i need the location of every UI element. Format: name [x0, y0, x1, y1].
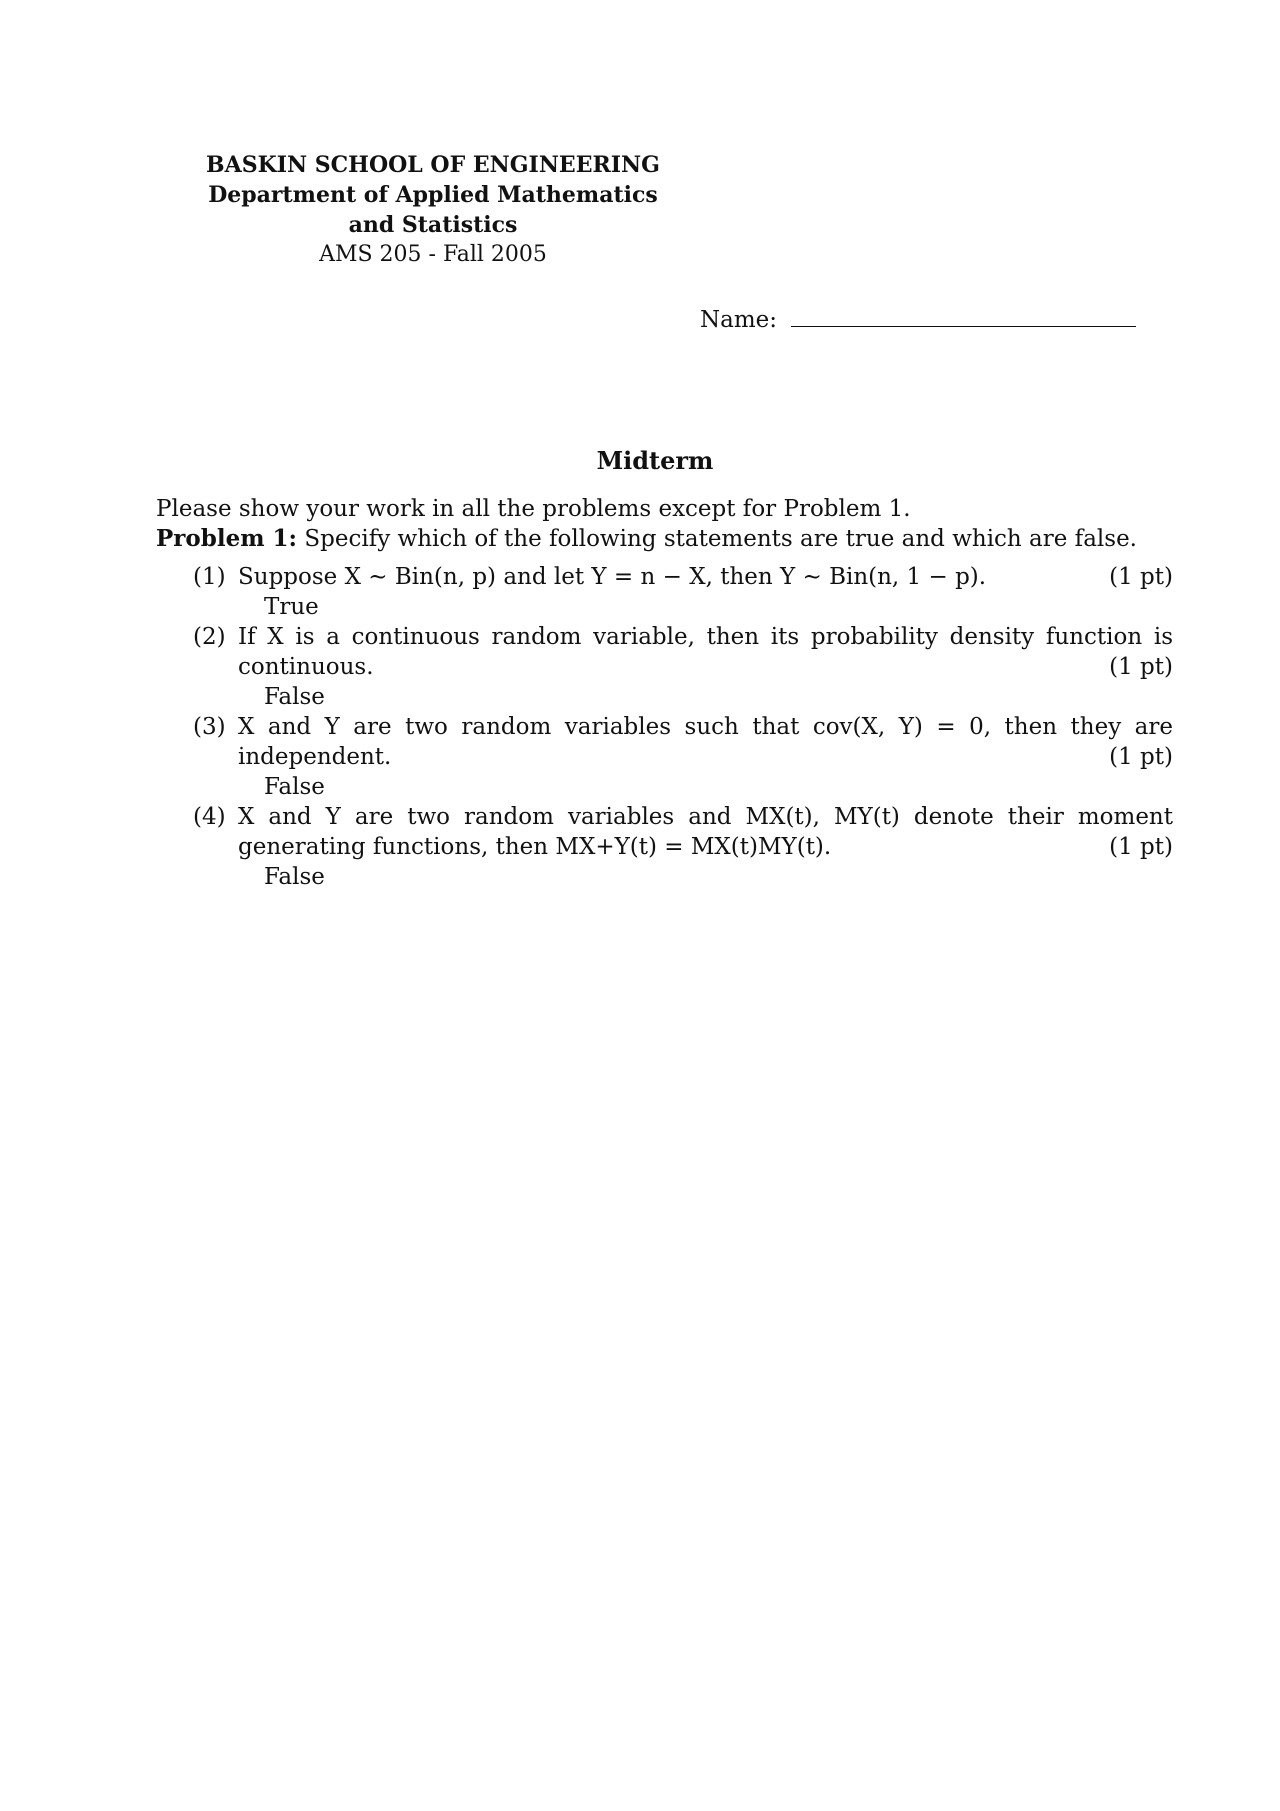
item-statement — [238, 802, 1173, 862]
item-statement-text: X and Y are two random variables such that cov(X, Y) = 0, then they are independent. — [238, 714, 1173, 770]
department-line-2: and Statistics — [348, 212, 518, 238]
exam-title: Midterm — [596, 446, 714, 475]
instructions-block — [156, 494, 1166, 554]
item-answer: False — [264, 864, 325, 890]
problem-item-4 — [193, 802, 1173, 892]
name-blank-line[interactable] — [791, 306, 1136, 327]
school-name: BASKIN SCHOOL OF ENGINEERING — [206, 152, 660, 178]
name-label: Name: — [700, 307, 778, 333]
item-points: (1 pt) — [1109, 834, 1173, 860]
item-answer: True — [264, 594, 319, 620]
instructions: Please show your work in all the problems except for Problem 1. — [156, 496, 911, 522]
item-statement-text: Suppose X ∼ Bin(n, p) and let Y = n − X, then Y ∼ Bin(n, 1 − p). — [238, 564, 987, 590]
item-points: (1 pt) — [1109, 564, 1173, 590]
item-points: (1 pt) — [1109, 744, 1173, 770]
item-number: (1) — [193, 564, 226, 590]
problem-item-1 — [193, 562, 1173, 622]
item-statement — [238, 622, 1173, 682]
item-answer: False — [264, 684, 325, 710]
course-info: AMS 205 - Fall 2005 — [319, 242, 547, 267]
item-number: (2) — [193, 624, 226, 650]
item-statement-text: If X is a continuous random variable, then its probability density function is continuous. — [238, 624, 1173, 680]
problem-1-heading — [156, 524, 1166, 554]
item-number: (4) — [193, 804, 226, 830]
problem-item-3 — [193, 712, 1173, 802]
name-field-row — [700, 306, 1180, 333]
item-statement — [238, 712, 1173, 772]
problem-1-text: Specify which of the following statements are true and which are false. — [304, 526, 1137, 552]
exam-header — [186, 150, 680, 270]
item-statement-text: X and Y are two random variables and MX(t), MY(t) denote their moment generating functions, then MX+Y(t) = MX(t)MY(t). — [238, 804, 1173, 860]
item-points: (1 pt) — [1109, 654, 1173, 680]
item-answer: False — [264, 774, 325, 800]
problem-1-label: Problem 1: — [156, 525, 298, 552]
department-line-1: Department of Applied Mathematics — [208, 182, 658, 208]
item-statement — [238, 562, 1173, 592]
problem-1-items — [193, 562, 1173, 892]
item-number: (3) — [193, 714, 226, 740]
problem-item-2 — [193, 622, 1173, 712]
